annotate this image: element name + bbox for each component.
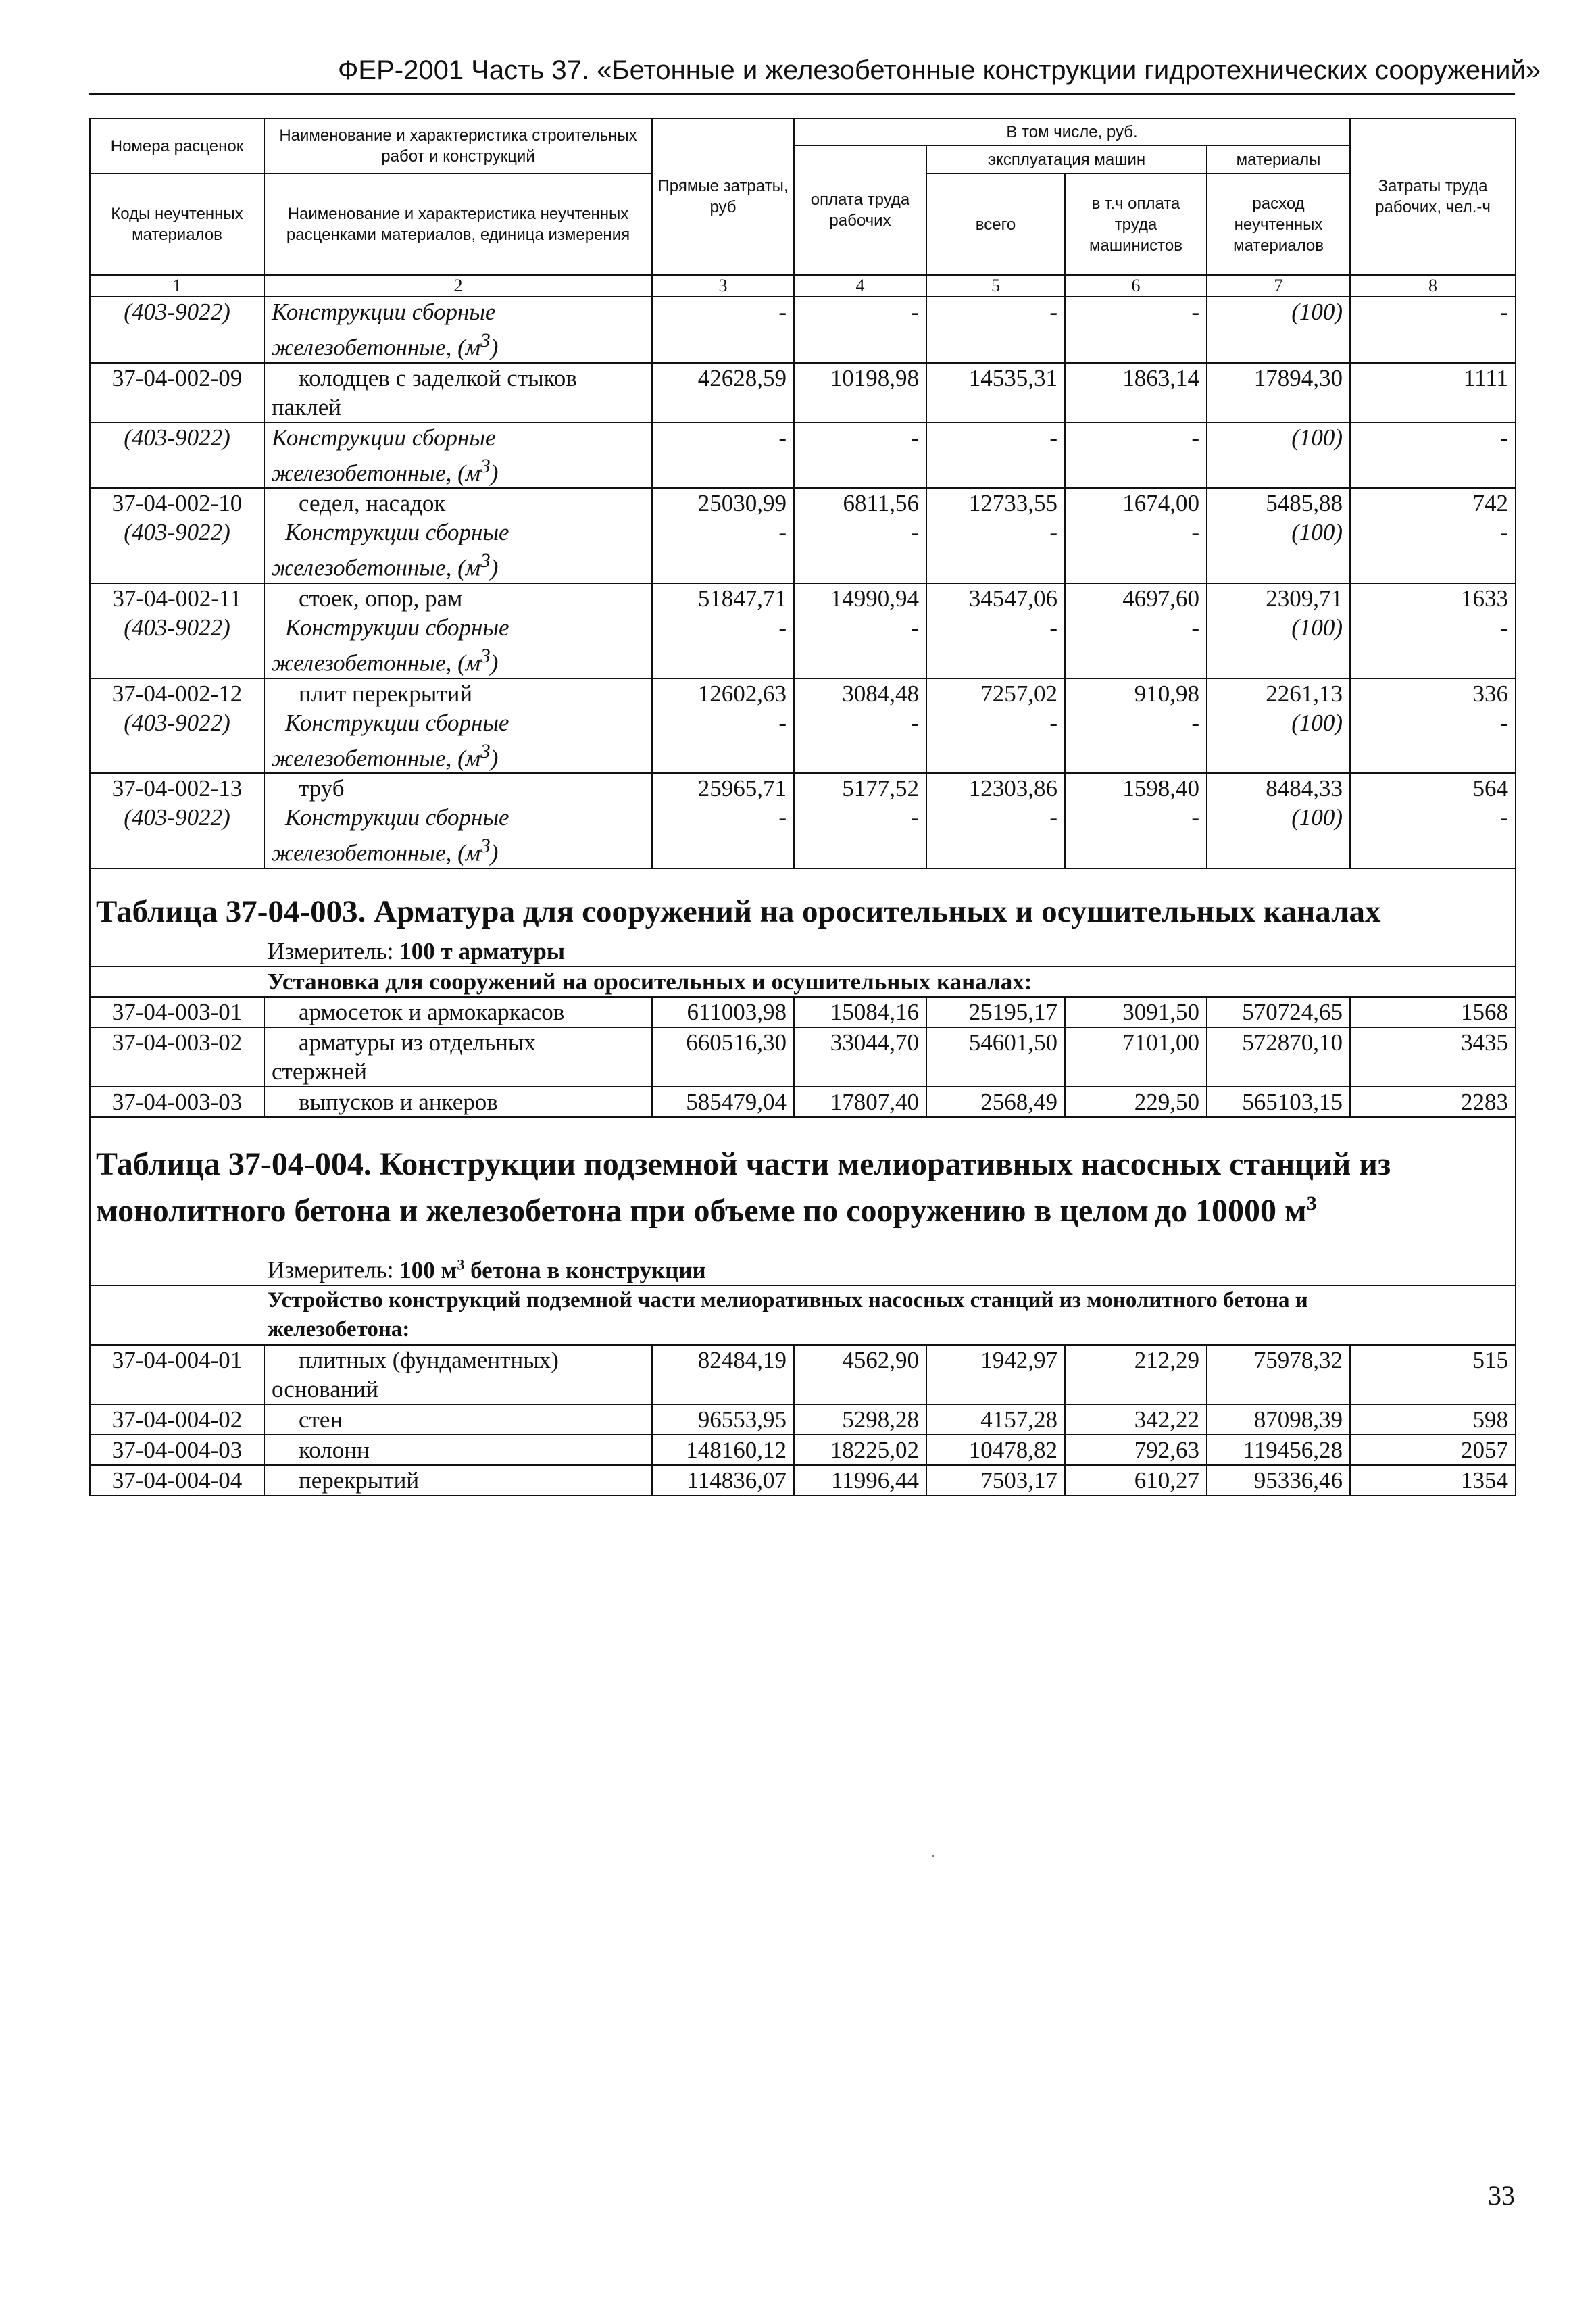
materials: 75978,32 — [1207, 1345, 1350, 1404]
labor-pay: 3084,48 - — [794, 679, 926, 774]
section-row — [90, 1285, 1516, 1345]
dash: - — [652, 422, 794, 489]
machinists-pay: 1598,40 - — [1065, 773, 1207, 868]
meter-row — [90, 1236, 1516, 1285]
labor-hours: 336 - — [1350, 679, 1516, 774]
machines-total: 12303,86 - — [926, 773, 1065, 868]
direct-costs: 660516,30 — [652, 1027, 794, 1087]
machines-total: 12733,55 - — [926, 488, 1065, 583]
col-num: 6 — [1065, 275, 1207, 297]
col-header-work-name: Наименование и характеристика строительных работ и конструкций — [264, 118, 652, 174]
machinists-pay: 212,29 — [1065, 1345, 1207, 1404]
labor-pay: 5298,28 — [794, 1404, 926, 1435]
machinists-pay: 1674,00 - — [1065, 488, 1207, 583]
table-row — [90, 997, 1516, 1027]
col-header-group: В том числе, руб. — [794, 118, 1350, 145]
labor-pay: 4562,90 — [794, 1345, 926, 1404]
machinists-pay: 1863,14 — [1065, 363, 1207, 422]
materials: 119456,28 — [1207, 1435, 1350, 1465]
labor-hours: 1633 - — [1350, 583, 1516, 679]
work-name: труб Конструкции сборные железобетонные, $(м^3)$ — [264, 773, 652, 868]
labor-hours: 564 - — [1350, 773, 1516, 868]
machines-total: 4157,28 — [926, 1404, 1065, 1435]
labor-hours: 515 — [1350, 1345, 1516, 1404]
materials: 570724,65 — [1207, 997, 1350, 1027]
col-header-machines-total: всего — [926, 174, 1065, 275]
rate-code: 37-04-004-01 — [90, 1345, 264, 1404]
col-header-labor-hours: Затраты труда рабочих, чел.-ч — [1350, 118, 1516, 275]
page-number: 33 — [1488, 2180, 1515, 2211]
materials: 87098,39 — [1207, 1404, 1350, 1435]
machinists-pay: 792,63 — [1065, 1435, 1207, 1465]
rate-code: 37-04-002-12 (403-9022) — [90, 679, 264, 774]
machines-total: 14535,31 — [926, 363, 1065, 422]
col-header-machinists-pay: в т.ч оплата труда машинистов — [1065, 174, 1207, 275]
table-row — [90, 1027, 1516, 1087]
machines-total: 34547,06 - — [926, 583, 1065, 679]
meter-row — [90, 937, 1516, 966]
table-row — [90, 1345, 1516, 1404]
dash: - — [1065, 422, 1207, 489]
materials: 95336,46 — [1207, 1465, 1350, 1496]
materials: 2309,71 (100) — [1207, 583, 1350, 679]
machinists-pay: 610,27 — [1065, 1465, 1207, 1496]
col-num: 4 — [794, 275, 926, 297]
labor-hours: 2057 — [1350, 1435, 1516, 1465]
rate-code: 37-04-004-02 — [90, 1404, 264, 1435]
dash: - — [926, 297, 1065, 363]
rate-code: 37-04-003-02 — [90, 1027, 264, 1087]
table-title-row — [90, 1117, 1516, 1236]
col-num: 2 — [264, 275, 652, 297]
rate-code: 37-04-004-03 — [90, 1435, 264, 1465]
table-row — [90, 1435, 1516, 1465]
rate-code: 37-04-003-03 — [90, 1087, 264, 1117]
table-37-04-003-title: Таблица 37-04-003. Арматура для сооружений на оросительных и осушительных каналах — [90, 868, 1516, 937]
labor-hours: 1568 — [1350, 997, 1516, 1027]
col-num: 1 — [90, 275, 264, 297]
machinists-pay: 3091,50 — [1065, 997, 1207, 1027]
labor-hours: 2283 — [1350, 1087, 1516, 1117]
col-header-unaccounted-codes: Коды неучтенных материалов — [90, 174, 264, 275]
table-row — [90, 583, 1516, 679]
dash: - — [794, 297, 926, 363]
dash: - — [1065, 297, 1207, 363]
rate-code: 37-04-002-10 (403-9022) — [90, 488, 264, 583]
work-name: выпусков и анкеров — [264, 1087, 652, 1117]
meter-line: Измеритель: 100 $м^3$ бетона в конструкции — [90, 1236, 1516, 1285]
machines-total: 25195,17 — [926, 997, 1065, 1027]
work-name: колонн — [264, 1435, 652, 1465]
table-title-row — [90, 868, 1516, 937]
section-title: Установка для сооружений на оросительных и осушительных каналах: — [90, 966, 1516, 997]
work-name: перекрытий — [264, 1465, 652, 1496]
direct-costs: 42628,59 — [652, 363, 794, 422]
direct-costs: 114836,07 — [652, 1465, 794, 1496]
work-name: арматуры из отдельных стержней — [264, 1027, 652, 1087]
work-name: армосеток и армокаркасов — [264, 997, 652, 1027]
col-header-machines: эксплуатация машин — [926, 145, 1207, 174]
col-header-labor-pay: оплата труда рабочих — [794, 145, 926, 275]
col-header-unaccounted-consumption: расход неучтенных материалов — [1207, 174, 1350, 275]
direct-costs: 25965,71 - — [652, 773, 794, 868]
machinists-pay: 4697,60 - — [1065, 583, 1207, 679]
machines-total: 1942,97 — [926, 1345, 1065, 1404]
dash: - — [1350, 297, 1516, 363]
material-name: Конструкции сборные железобетонные, $(м^3)$ — [264, 422, 652, 489]
column-number-row — [90, 275, 1516, 297]
direct-costs: 96553,95 — [652, 1404, 794, 1435]
col-header-unaccounted-names: Наименование и характеристика неучтенных расценками материалов, единица измерения — [264, 174, 652, 275]
materials: 5485,88 (100) — [1207, 488, 1350, 583]
direct-costs: 148160,12 — [652, 1435, 794, 1465]
header-row-1 — [90, 118, 1516, 145]
labor-pay: 14990,94 - — [794, 583, 926, 679]
dash: - — [926, 422, 1065, 489]
direct-costs: 585479,04 — [652, 1087, 794, 1117]
labor-pay: 10198,98 — [794, 363, 926, 422]
labor-pay: 18225,02 — [794, 1435, 926, 1465]
table-row — [90, 1465, 1516, 1496]
direct-costs: 25030,99 - — [652, 488, 794, 583]
materials: 565103,15 — [1207, 1087, 1350, 1117]
table-row — [90, 1404, 1516, 1435]
labor-pay: 6811,56 - — [794, 488, 926, 583]
machinists-pay: 229,50 — [1065, 1087, 1207, 1117]
labor-pay: 33044,70 — [794, 1027, 926, 1087]
section-row — [90, 966, 1516, 997]
table-row — [90, 363, 1516, 422]
material-code: (403-9022) — [90, 297, 264, 363]
machines-total: 10478,82 — [926, 1435, 1065, 1465]
rate-code: 37-04-004-04 — [90, 1465, 264, 1496]
material-percent: (100) — [1207, 297, 1350, 363]
col-header-materials: материалы — [1207, 145, 1350, 174]
labor-hours: 742 - — [1350, 488, 1516, 583]
section-title: Устройство конструкций подземной части мелиоративных насосных станций из монолитного бетона и железобетона: — [90, 1285, 1516, 1345]
labor-hours: 1111 — [1350, 363, 1516, 422]
work-name: плит перекрытий Конструкции сборные железобетонные, $(м^3)$ — [264, 679, 652, 774]
work-name: колодцев с заделкой стыков паклей — [264, 363, 652, 422]
materials: 2261,13 (100) — [1207, 679, 1350, 774]
table-row — [90, 679, 1516, 774]
table-row — [90, 1087, 1516, 1117]
meter-line: Измеритель: 100 т арматуры — [90, 937, 1516, 966]
labor-hours: 3435 — [1350, 1027, 1516, 1087]
col-header-rate-numbers: Номера расценок — [90, 118, 264, 174]
labor-hours: 598 — [1350, 1404, 1516, 1435]
col-num: 3 — [652, 275, 794, 297]
rates-table — [89, 118, 1516, 1496]
table-37-04-004-title: Таблица 37-04-004. Конструкции подземной части мелиоративных насосных станций из монолитного бетона и железобетона при объеме по сооружению в целом до 10000 $м^3$ — [90, 1117, 1516, 1236]
work-name: стоек, опор, рам Конструкции сборные железобетонные, $(м^3)$ — [264, 583, 652, 679]
table-row — [90, 488, 1516, 583]
scan-speck — [932, 1855, 934, 1857]
dash: - — [794, 422, 926, 489]
materials: 17894,30 — [1207, 363, 1350, 422]
rate-code: 37-04-003-01 — [90, 997, 264, 1027]
machinists-pay: 910,98 - — [1065, 679, 1207, 774]
page-header: ФЕР-2001 Часть 37. «Бетонные и железобетонные конструкции гидротехнических сооружений» — [338, 55, 1541, 85]
rate-code: 37-04-002-11 (403-9022) — [90, 583, 264, 679]
table-row — [90, 297, 1516, 363]
direct-costs: 611003,98 — [652, 997, 794, 1027]
materials: 572870,10 — [1207, 1027, 1350, 1087]
labor-pay: 15084,16 — [794, 997, 926, 1027]
machines-total: 7257,02 - — [926, 679, 1065, 774]
material-code: (403-9022) — [90, 422, 264, 489]
header-rule — [89, 93, 1515, 95]
table-row — [90, 773, 1516, 868]
work-name: стен — [264, 1404, 652, 1435]
work-name: плитных (фундаментных) оснований — [264, 1345, 652, 1404]
direct-costs: 82484,19 — [652, 1345, 794, 1404]
dash: - — [652, 297, 794, 363]
machines-total: 54601,50 — [926, 1027, 1065, 1087]
col-num: 7 — [1207, 275, 1350, 297]
material-percent: (100) — [1207, 422, 1350, 489]
rate-code: 37-04-002-13 (403-9022) — [90, 773, 264, 868]
direct-costs: 12602,63 - — [652, 679, 794, 774]
col-header-direct-costs: Прямые затраты, руб — [652, 118, 794, 275]
labor-pay: 11996,44 — [794, 1465, 926, 1496]
materials: 8484,33 (100) — [1207, 773, 1350, 868]
labor-pay: 5177,52 - — [794, 773, 926, 868]
work-name: седел, насадок Конструкции сборные железобетонные, $(м^3)$ — [264, 488, 652, 583]
machines-total: 2568,49 — [926, 1087, 1065, 1117]
labor-hours: 1354 — [1350, 1465, 1516, 1496]
material-name: Конструкции сборные железобетонные, $(м^3)$ — [264, 297, 652, 363]
labor-pay: 17807,40 — [794, 1087, 926, 1117]
table-row — [90, 422, 1516, 489]
machines-total: 7503,17 — [926, 1465, 1065, 1496]
machinists-pay: 342,22 — [1065, 1404, 1207, 1435]
rate-code: 37-04-002-09 — [90, 363, 264, 422]
col-num: 8 — [1350, 275, 1516, 297]
dash: - — [1350, 422, 1516, 489]
machinists-pay: 7101,00 — [1065, 1027, 1207, 1087]
direct-costs: 51847,71 - — [652, 583, 794, 679]
col-num: 5 — [926, 275, 1065, 297]
